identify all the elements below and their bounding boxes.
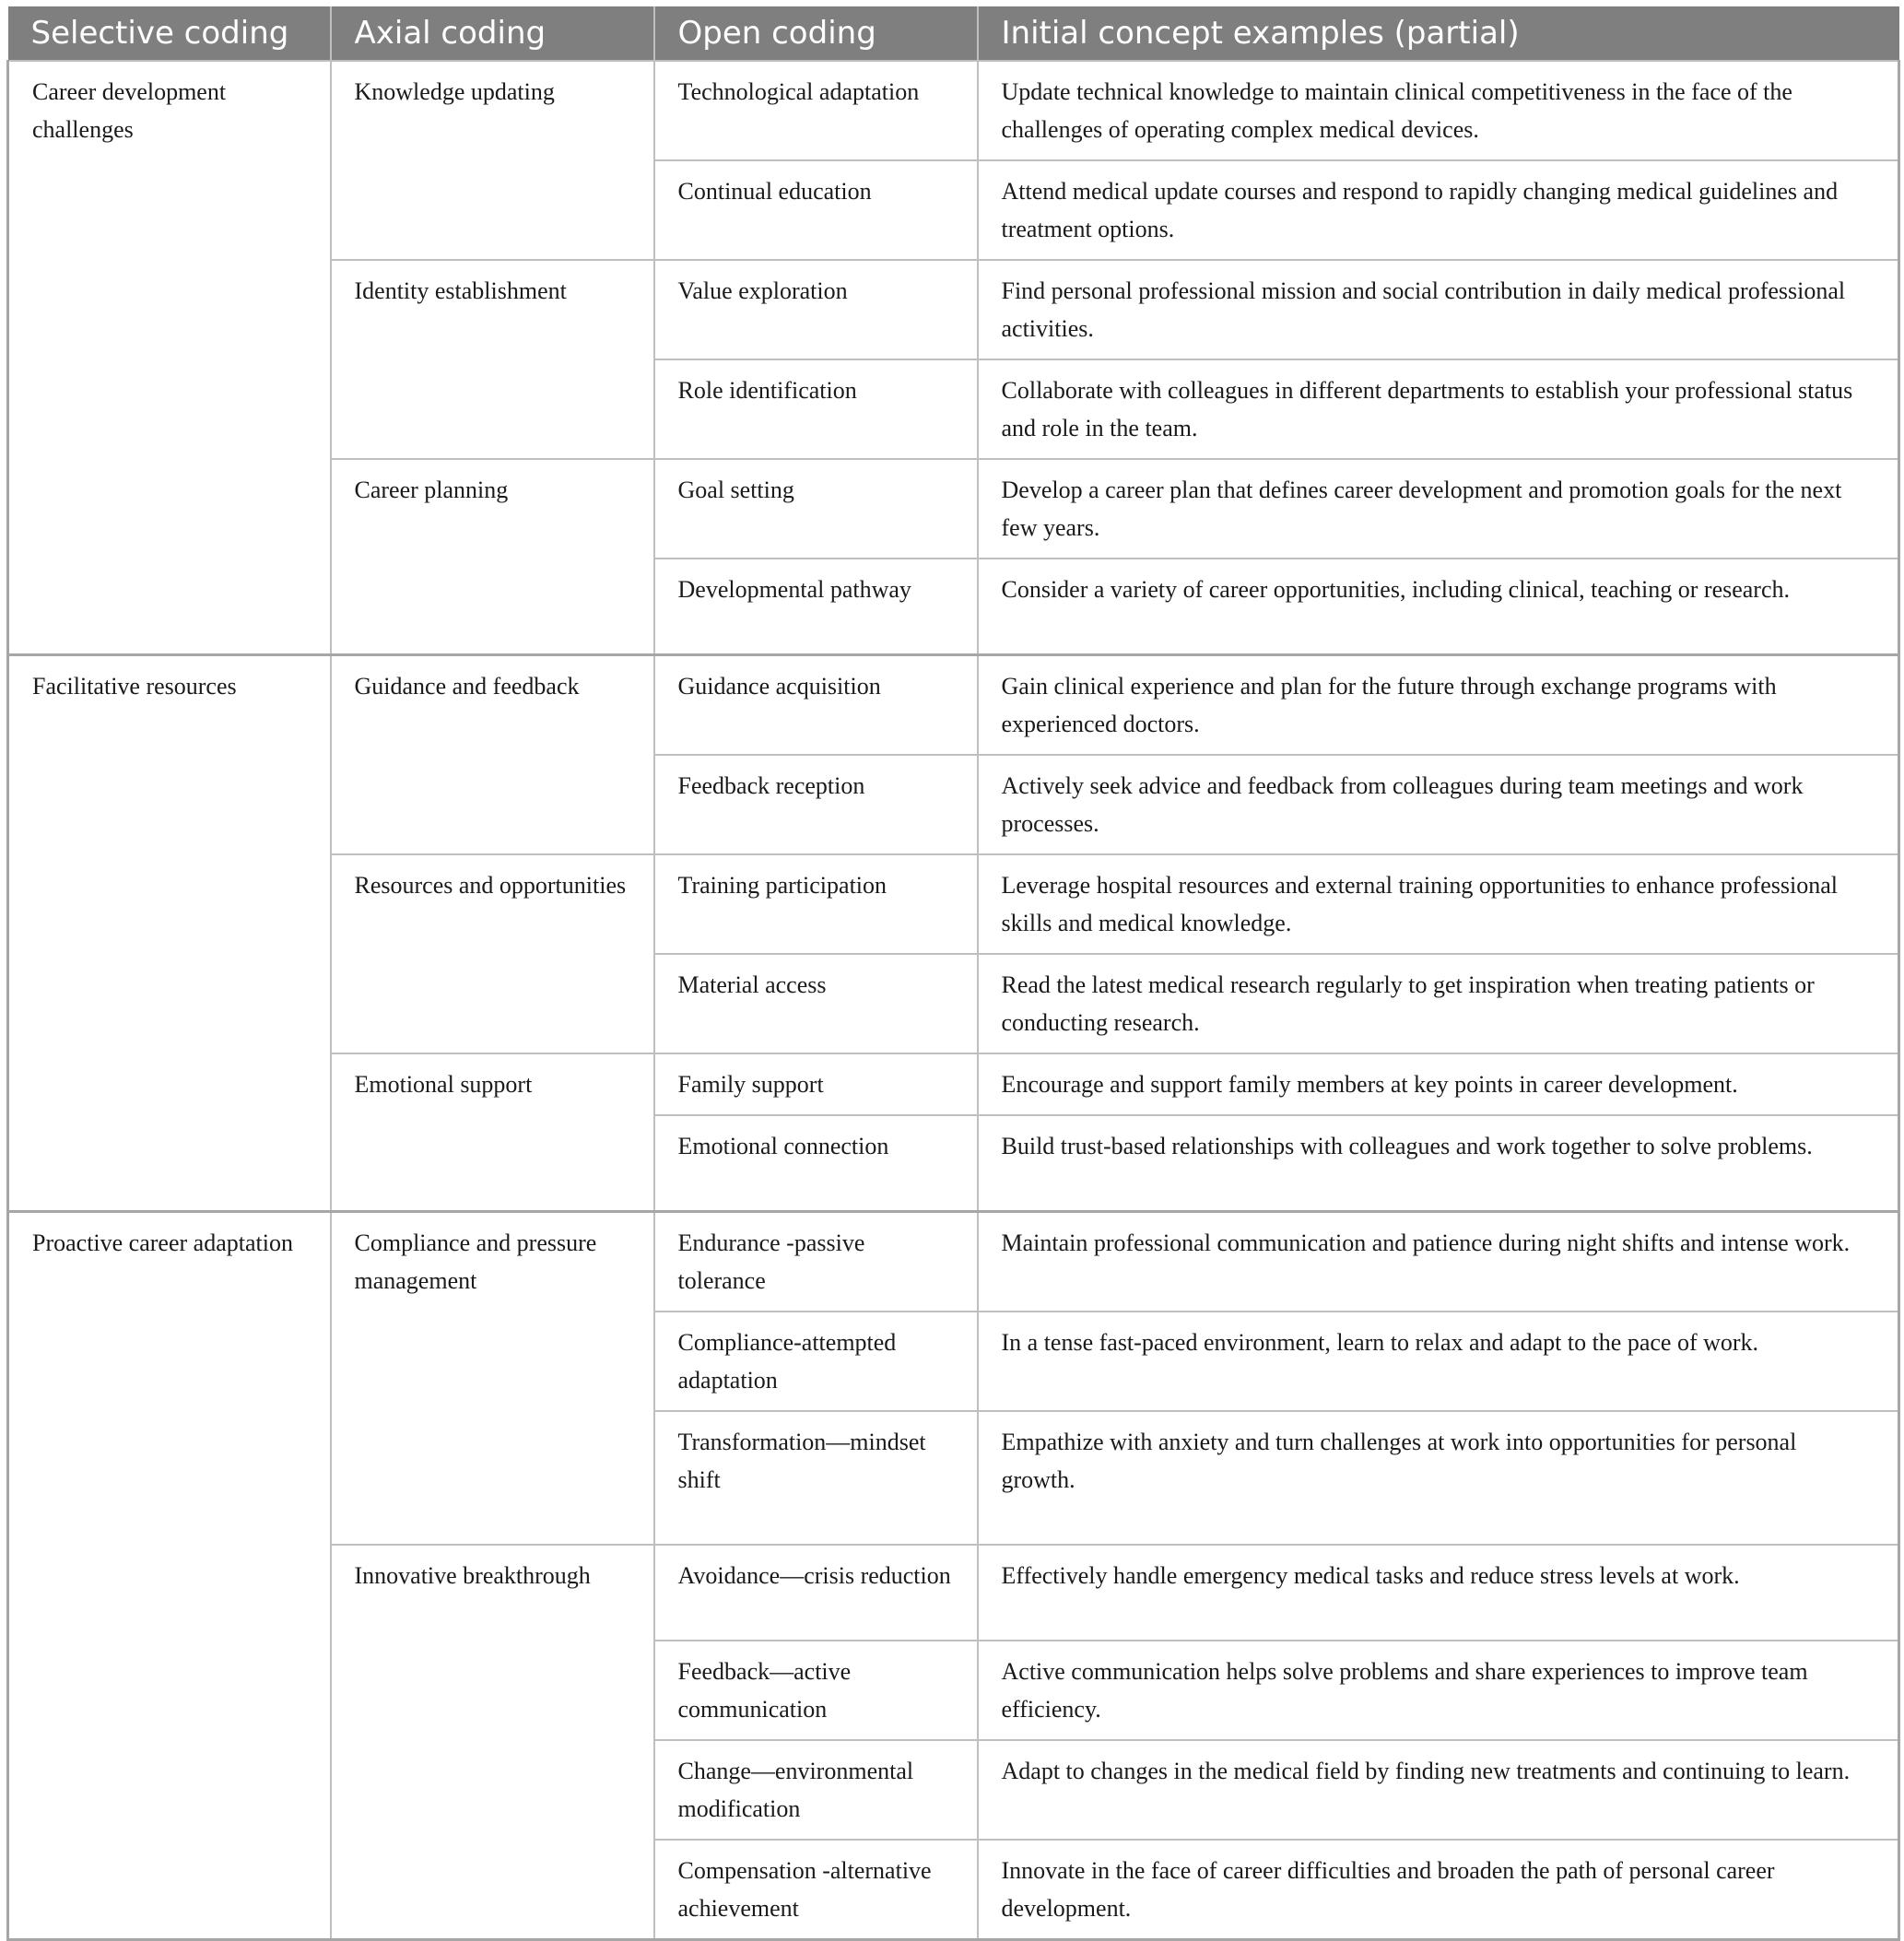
example-cell: Empathize with anxiety and turn challenges at work into opportunities for personal growth. [978,1411,1899,1545]
open-cell: Compensation -alternative achievement [654,1840,978,1940]
open-cell: Training participation [654,854,978,954]
open-cell: Endurance -passive tolerance [654,1212,978,1312]
example-cell: Active communication helps solve problems and share experiences to improve team efficiency. [978,1641,1899,1740]
axial-cell: Career planning [331,459,654,655]
axial-cell: Emotional support [331,1053,654,1212]
example-cell: Effectively handle emergency medical tasks and reduce stress levels at work. [978,1545,1899,1641]
open-cell: Goal setting [654,459,978,559]
selective-cell: Proactive career adaptation [8,1212,331,1940]
open-cell: Continual education [654,160,978,260]
example-cell: Actively seek advice and feedback from colleagues during team meetings and work processes. [978,755,1899,854]
open-cell: Transformation—mindset shift [654,1411,978,1545]
coding-table [6,6,1900,1941]
example-cell: Leverage hospital resources and external training opportunities to enhance professional skills and medical knowledge. [978,854,1899,954]
axial-cell: Resources and opportunities [331,854,654,1053]
header-axial-coding: Axial coding [331,6,654,61]
table-row [8,61,1899,160]
open-cell: Change—environmental modification [654,1740,978,1840]
example-cell: Maintain professional communication and patience during night shifts and intense work. [978,1212,1899,1312]
header-row [8,6,1899,61]
open-cell: Feedback—active communication [654,1641,978,1740]
axial-cell: Compliance and pressure management [331,1212,654,1546]
open-cell: Feedback reception [654,755,978,854]
open-cell: Value exploration [654,260,978,359]
header-selective-coding: Selective coding [8,6,331,61]
table-row [8,1212,1899,1312]
open-cell: Developmental pathway [654,559,978,655]
open-cell: Material access [654,954,978,1053]
example-cell: Consider a variety of career opportunities, including clinical, teaching or research. [978,559,1899,655]
example-cell: Read the latest medical research regularly to get inspiration when treating patients or conducting research. [978,954,1899,1053]
open-cell: Family support [654,1053,978,1115]
open-cell: Compliance-attempted adaptation [654,1312,978,1411]
open-cell: Emotional connection [654,1115,978,1212]
example-cell: Build trust-based relationships with colleagues and work together to solve problems. [978,1115,1899,1212]
open-cell: Guidance acquisition [654,655,978,756]
open-cell: Avoidance—crisis reduction [654,1545,978,1641]
table-row [8,655,1899,756]
example-cell: Collaborate with colleagues in different departments to establish your professional status and role in the team. [978,359,1899,459]
selective-cell: Career development challenges [8,61,331,655]
axial-cell: Innovative breakthrough [331,1545,654,1940]
example-cell: Develop a career plan that defines career development and promotion goals for the next few years. [978,459,1899,559]
axial-cell: Guidance and feedback [331,655,654,855]
example-cell: Encourage and support family members at key points in career development. [978,1053,1899,1115]
open-cell: Technological adaptation [654,61,978,160]
open-cell: Role identification [654,359,978,459]
axial-cell: Knowledge updating [331,61,654,260]
example-cell: Innovate in the face of career difficulties and broaden the path of personal career development. [978,1840,1899,1940]
header-initial-concept-examples: Initial concept examples (partial) [978,6,1899,61]
example-cell: Gain clinical experience and plan for the future through exchange programs with experienced doctors. [978,655,1899,756]
selective-cell: Facilitative resources [8,655,331,1212]
example-cell: In a tense fast-paced environment, learn to relax and adapt to the pace of work. [978,1312,1899,1411]
example-cell: Attend medical update courses and respond to rapidly changing medical guidelines and treatment options. [978,160,1899,260]
example-cell: Adapt to changes in the medical field by finding new treatments and continuing to learn. [978,1740,1899,1840]
example-cell: Update technical knowledge to maintain clinical competitiveness in the face of the challenges of operating complex medical devices. [978,61,1899,160]
header-open-coding: Open coding [654,6,978,61]
example-cell: Find personal professional mission and social contribution in daily medical professional activities. [978,260,1899,359]
axial-cell: Identity establishment [331,260,654,459]
